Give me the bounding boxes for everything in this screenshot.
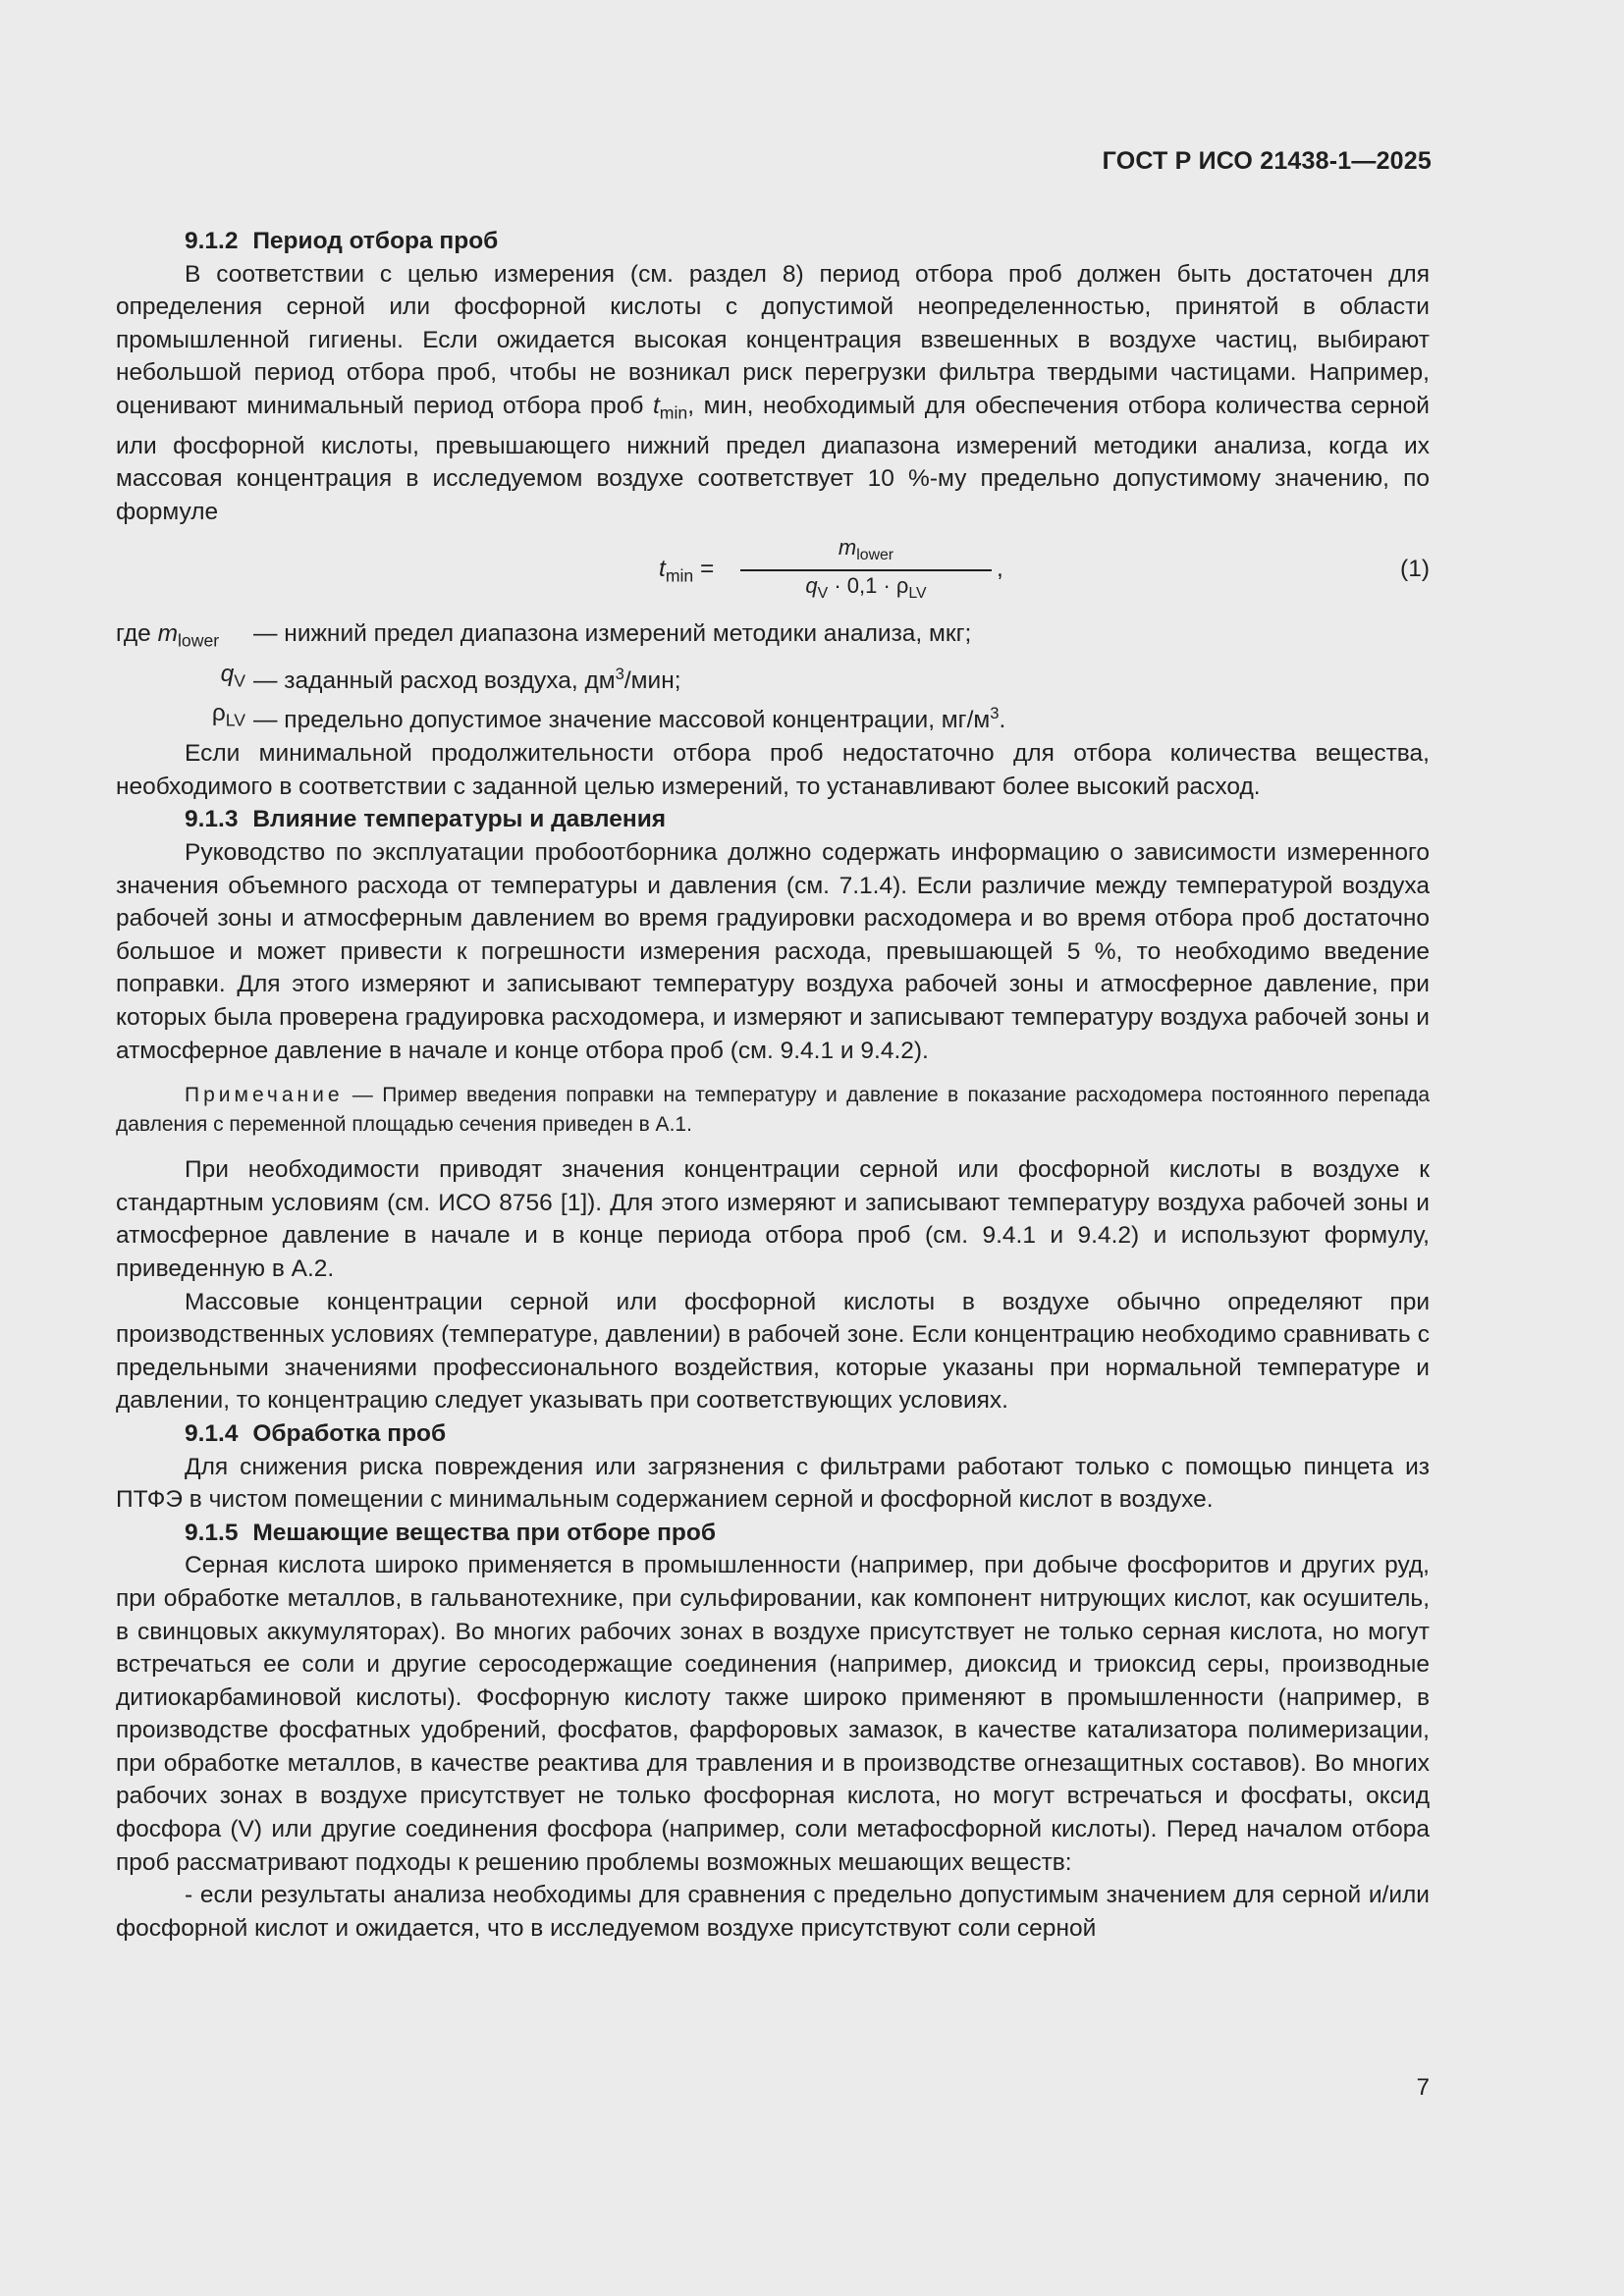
definition-superscript: 3 [615,664,624,683]
section-number: 9.1.4 [185,1419,239,1447]
note [116,1081,1430,1140]
section-title: Обработка проб [252,1419,447,1447]
paragraph: При необходимости приводят значения концентрации серной или фосфорной кислоты в воздухе к стандартным условиям (см. ИСО 8756 [1]). Для этого измеряют и записывают температуру воздуха рабочей зоны и атмосферное давление в начале и в конце периода отбора проб (см. 9.4.1 и 9.4.2) и используют формулу, приведенную в А.2. [116,1156,1430,1282]
denominator-subscript-v: V [817,585,829,603]
list-item: - если результаты анализа необходимы для сравнения с предельно допустимым значением для серной и/или фосфорной кислот и ожидается, что в исследуемом воздухе присутствуют соли серной [116,1882,1430,1942]
note-text: — Пример введения поправки на температуру и давление в показание расходомера постоянного перепада давления с переменной площадью сечения приведен в А.1. [116,1084,1430,1137]
definition-text-tail: . [999,707,1006,734]
numerator-symbol: m [838,534,857,560]
definition-text [253,697,1005,737]
section-number: 9.1.5 [185,1519,239,1546]
definition-row [116,658,1430,698]
definition-subscript: lower [178,629,220,650]
formula-subscript: min [665,564,694,585]
formula-1 [116,533,1430,608]
denominator-symbol-q: q [805,573,818,599]
section-number: 9.1.3 [185,806,239,833]
definition-symbol-m: m [157,619,178,647]
definition-symbol-rho: ρ [211,700,226,727]
document-code-header: ГОСТ Р ИСО 21438-1—2025 [1102,147,1432,175]
note-label: Примечание [185,1084,344,1107]
fraction-denominator [734,571,998,609]
definition-symbol [116,658,253,698]
paragraph: Для снижения риска повреждения или загрязнения с фильтрами работают только с помощью пинцета из ПТФЭ в чистом помещении с минимальным содержанием серной и фосфорной кислот в воздухе. [116,1453,1430,1514]
paragraph-text-tail: , мин, необходимый для обеспечения отбора количества серной или фосфорной кислоты, превышающего нижний предел диапазона измерений методики анализа, когда их массовая концентрация в исследуемом воздухе соответствует 10 %-му предельно допустимому значению, по формуле [116,392,1430,526]
formula-comma: , [997,555,1003,582]
section-heading-9-1-4 [116,1417,1430,1451]
section-heading-9-1-2 [116,225,1430,258]
section-title: Влияние температуры и давления [252,806,667,833]
section-title: Мешающие вещества при отборе проб [252,1519,716,1546]
formula-definitions [116,617,1430,738]
section-heading-9-1-5 [116,1517,1430,1550]
definition-symbol [116,697,253,737]
paragraph: Серная кислота широко применяется в промышленности (например, при добыче фосфоритов и других руд, при обработке металлов, в гальванотехнике, при сульфировании, как компонент нитрующих кислот, как осушитель, в свинцовых аккумуляторах). Во многих рабочих зонах в воздухе присутствует не только серная кислота, но могут встречаться ее соли и другие серосодержащие соединения (например, диоксид и триоксид серы, производные дитиокарбаминовой кислоты). Фосфорную кислоту также широко применяют в промышленности (например, в производстве фосфатных удобрений, фосфатов, фарфоровых замазок, в качестве катализатора полимеризации, при обработке металлов, в качестве реактива для травления и в производстве огнезащитных составов). Во многих рабочих зонах в воздухе присутствует не только фосфорная кислота, но могут встречаться и фосфаты, оксид фосфора (V) или другие соединения фосфора (например, соли метафосфорной кислоты). Перед началом отбора проб рассматривают подходы к решению проблемы возможных мешающих веществ: [116,1552,1430,1876]
definition-symbol-q: q [220,660,235,687]
definition-text [253,658,681,698]
formula-lhs [659,553,714,593]
definition-text-tail: /мин; [623,667,681,694]
definition-prefix: где [116,619,158,647]
definition-subscript: LV [225,710,245,730]
definition-subscript: V [234,669,245,690]
denominator-rest: · 0,1 · ρ [828,573,909,599]
paragraph: Массовые концентрации серной или фосфорной кислоты в воздухе обычно определяют при производственных условиях (температуре, давлении) в рабочей зоне. Если концентрацию необходимо сравнивать с предельными значениями профессионального воздействия, которые указаны при нормальной температуре и давлении, то концентрацию следует указывать при соответствующих условиях. [116,1288,1430,1415]
definition-text: — нижний предел диапазона измерений методики анализа, мкг; [253,619,972,647]
numerator-subscript: lower [856,546,894,563]
symbol-subscript: min [659,402,688,423]
equals-sign: = [700,555,715,582]
section-title: Период отбора проб [252,228,499,254]
definition-row [116,697,1430,737]
definition-symbol [116,617,253,658]
section-heading-9-1-3 [116,803,1430,836]
definition-row [116,617,1430,658]
paragraph-text: В соответствии с целью измерения (см. раздел 8) период отбора проб должен быть достаточен для определения серной или фосфорной кислоты с допустимой неопределенностью, принятой в области промышленной гигиены. Если ожидается высокая концентрация взвешенных в воздухе частиц, выбирают небольшой период отбора проб, чтобы не возникал риск перегрузки фильтра твердыми частицами. Например, оценивают минимальный период отбора проб [116,260,1430,419]
page-content [116,225,1430,1945]
paragraph: Руководство по эксплуатации пробоотборника должно содержать информацию о зависимости измеренного значения объемного расхода от температуры и давления (см. 7.1.4). Если различие между температурой воздуха рабочей зоны и атмосферным давлением во время градуировки расходомера и во время отбора проб достаточно большое и может привести к погрешности измерения расхода, превышающей 5 %, то необходимо введение поправки. Для этого измеряют и записывают температуру воздуха рабочей зоны и атмосферное давление, при которых была проверена градуировка расходомера, и измеряют и записывают температуру воздуха рабочей зоны и атмосферное давление в начале и конце отбора проб (см. 9.4.1 и 9.4.2). [116,839,1430,1064]
definition-text-main: — заданный расход воздуха, дм [253,667,616,694]
formula-symbol: t [659,555,666,582]
equation-number: (1) [1400,555,1430,582]
definition-superscript: 3 [990,704,1000,723]
paragraph [116,258,1430,529]
symbol-t: t [652,392,660,419]
formula-fraction [734,533,998,610]
definition-text-main: — предельно допустимое значение массовой концентрации, мг/м [253,707,991,734]
denominator-subscript-lv: LV [908,585,927,603]
fraction-numerator [734,533,998,570]
paragraph: Если минимальной продолжительности отбора проб недостаточно для отбора количества вещества, необходимого в соответствии с заданной целью измерений, то устанавливают более высокий расход. [116,740,1430,800]
page-number: 7 [1416,2074,1430,2101]
section-number: 9.1.2 [185,228,239,254]
